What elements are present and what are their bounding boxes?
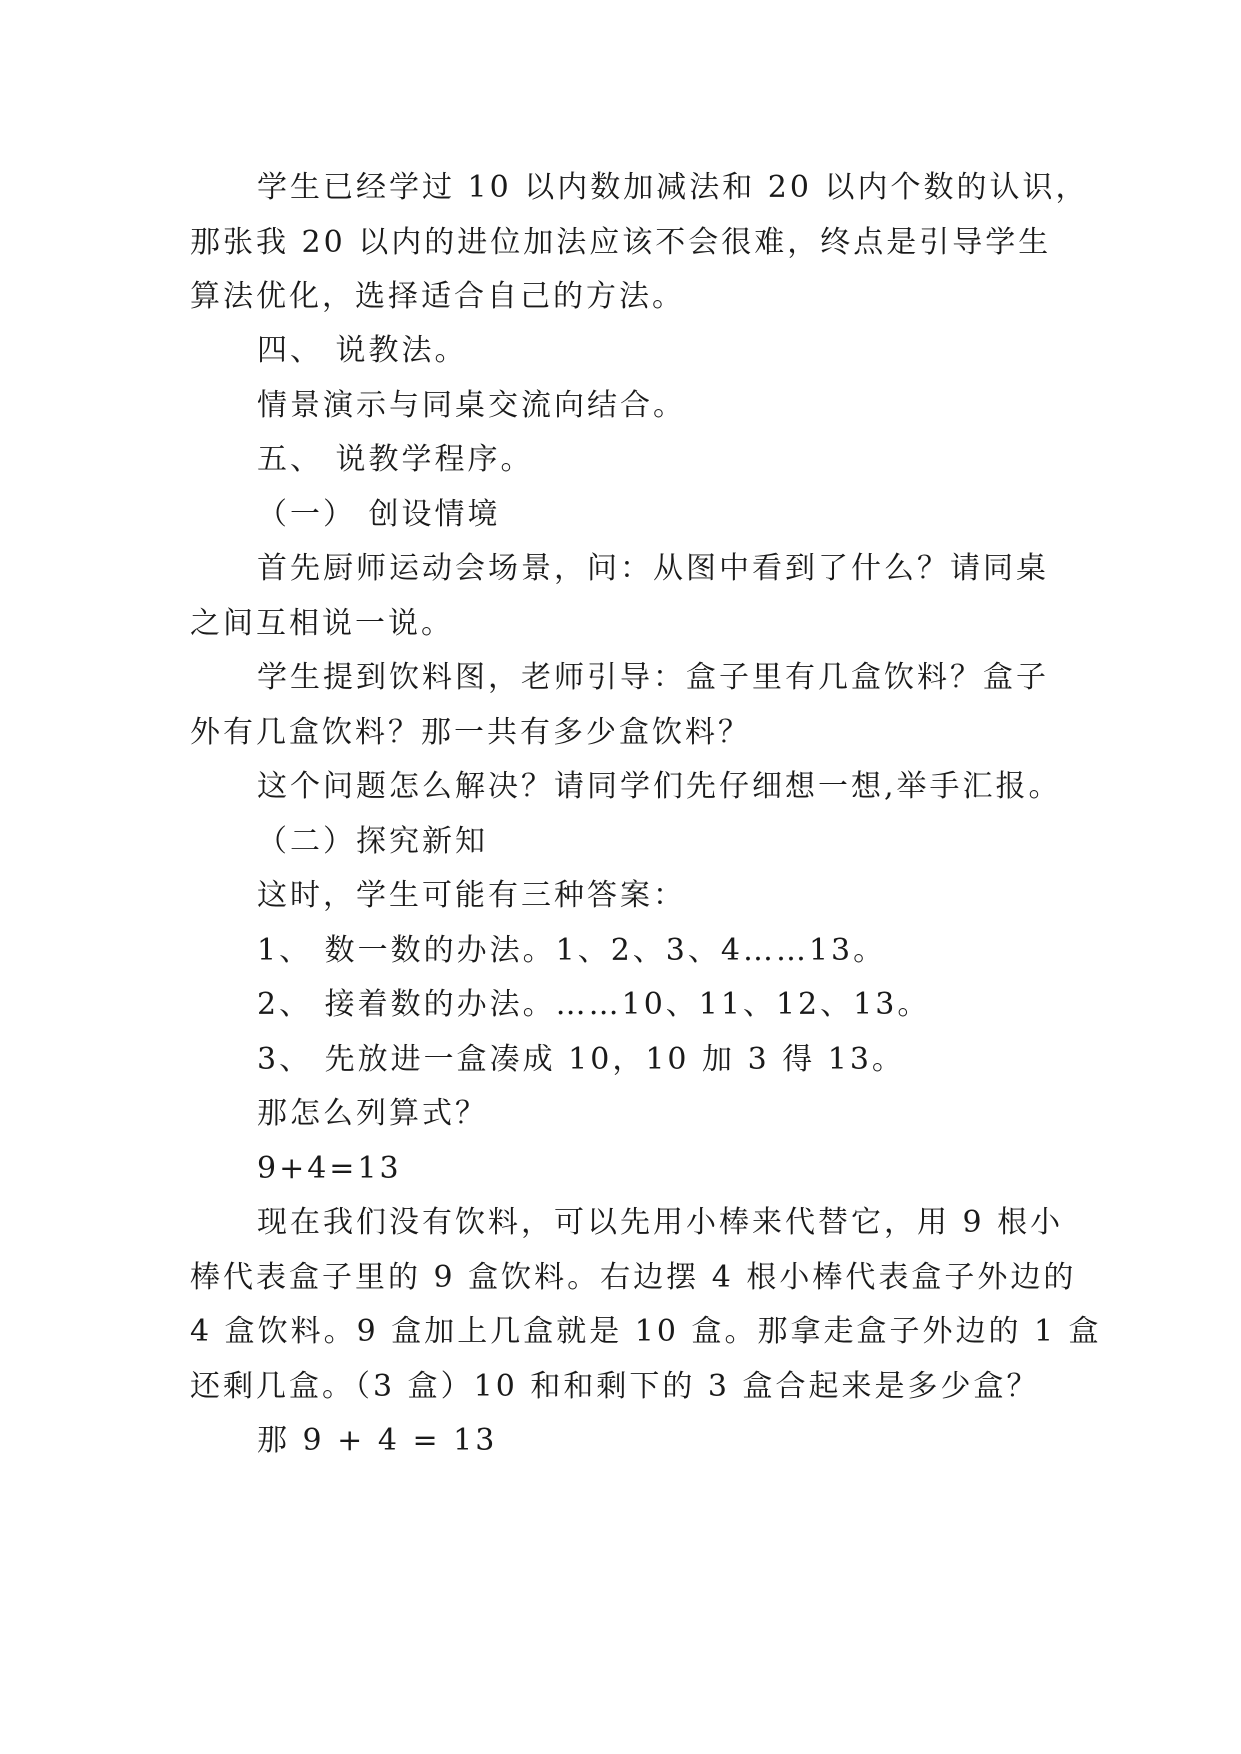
subsection-heading: （二）探究新知	[257, 824, 488, 859]
equation-line: 9+4=13	[257, 1151, 402, 1186]
paragraph-line: 首先厨师运动会场景，问：从图中看到了什么？请同桌	[257, 551, 1049, 586]
paragraph-line: 棒代表盒子里的 9 盒饮料。右边摆 4 根小棒代表盒子外边的	[190, 1260, 1077, 1295]
paragraph-line: 情景演示与同桌交流向结合。	[257, 388, 686, 423]
section-heading: 五、 说教学程序。	[257, 442, 534, 477]
paragraph-line: 4 盒饮料。9 盒加上几盒就是 10 盒。那拿走盒子外边的 1 盒	[190, 1314, 1102, 1349]
list-item: 1、 数一数的办法。1、2、3、4……13。	[257, 933, 887, 968]
paragraph-line: 学生已经学过 10 以内数加减法和 20 以内个数的认识，	[257, 170, 1089, 205]
paragraph-line: 那张我 20 以内的进位加法应该不会很难，终点是引导学生	[190, 225, 1052, 260]
paragraph-line: 现在我们没有饮料，可以先用小棒来代替它，用 9 根小	[257, 1205, 1064, 1240]
paragraph-line: 那怎么列算式？	[257, 1096, 488, 1131]
paragraph-line: 学生提到饮料图，老师引导：盒子里有几盒饮料？盒子	[257, 660, 1049, 695]
subsection-heading: （一） 创设情境	[257, 497, 501, 532]
equation-line: 那 9 + 4 = 13	[257, 1423, 498, 1458]
paragraph-line: 之间互相说一说。	[190, 606, 454, 641]
section-heading: 四、 说教法。	[257, 333, 468, 368]
paragraph-line: 这个问题怎么解决？请同学们先仔细想一想,举手汇报。	[257, 769, 1062, 804]
list-item: 3、 先放进一盒凑成 10，10 加 3 得 13。	[257, 1042, 905, 1077]
paragraph-line: 还剩几盒。（3 盒）10 和和剩下的 3 盒合起来是多少盒？	[190, 1369, 1040, 1404]
paragraph-line: 算法优化，选择适合自己的方法。	[190, 279, 685, 314]
list-item: 2、 接着数的办法。……10、11、12、13。	[257, 987, 931, 1022]
paragraph-line: 这时，学生可能有三种答案：	[257, 878, 686, 913]
paragraph-line: 外有几盒饮料？那一共有多少盒饮料？	[190, 715, 751, 750]
